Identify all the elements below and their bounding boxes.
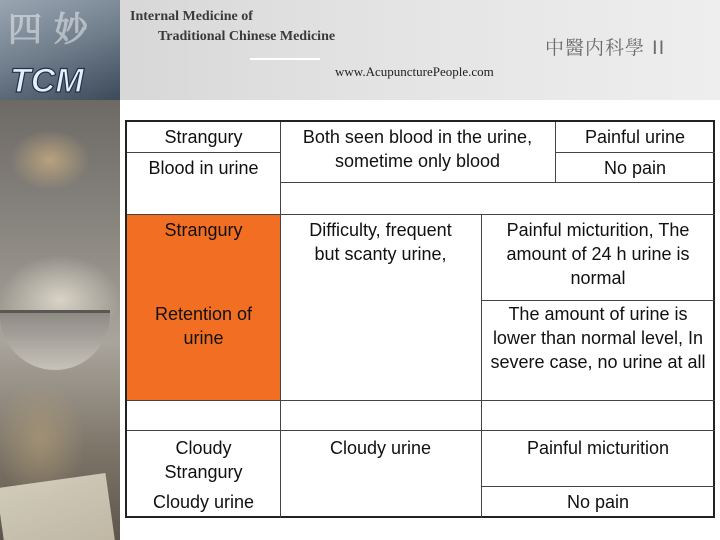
comparison-table	[125, 120, 715, 518]
header-logo-panel	[0, 0, 120, 100]
svg-text:TCM: TCM	[10, 62, 84, 100]
cell-strangury: Strangury	[164, 127, 243, 147]
mortar-bowl-image	[0, 310, 110, 370]
cell-no-pain-cloudy: No pain	[566, 492, 630, 512]
tcm-logo	[10, 60, 118, 100]
cell-painful-micturition-normal: Painful micturition, The amount of 24 h urine is normal	[506, 220, 690, 288]
website-link[interactable]: www.AcupuncturePeople.com	[335, 64, 494, 79]
manuscript-image	[0, 473, 124, 540]
cell-difficulty-description: Difficulty, frequent but scanty urine,	[309, 220, 452, 264]
cell-cloudy-urine-label: Cloudy urine	[152, 492, 255, 512]
cell-strangury-orange: Strangury	[164, 220, 243, 240]
cell-cloudy-strangury: Cloudy Strangury	[164, 438, 243, 482]
chinese-course-title: 中醫内科學 II	[545, 37, 666, 59]
grid-line	[127, 400, 715, 401]
title-underline	[250, 58, 320, 60]
cell-blood-in-urine: Blood in urine	[148, 158, 259, 178]
slide-header	[0, 0, 720, 100]
course-title-line1: Internal Medicine of	[130, 9, 253, 24]
cell-retention-description: The amount of urine is lower than normal level, In severe case, no urine at all	[490, 304, 706, 372]
cell-painful-micturition: Painful micturition	[526, 438, 670, 458]
grid-line	[280, 182, 715, 183]
course-title-line2: Traditional Chinese Medicine	[158, 29, 336, 44]
decorative-glyphs: 四 妙	[8, 10, 88, 50]
cell-blood-description: Both seen blood in the urine, sometime only blood	[302, 127, 533, 171]
cell-no-pain: No pain	[603, 158, 667, 178]
cell-painful-urine: Painful urine	[584, 127, 686, 147]
cell-cloudy-urine-description: Cloudy urine	[329, 438, 432, 458]
cell-retention-of-urine: Retention of urine	[154, 304, 253, 348]
herbal-photo-collage	[0, 100, 120, 540]
